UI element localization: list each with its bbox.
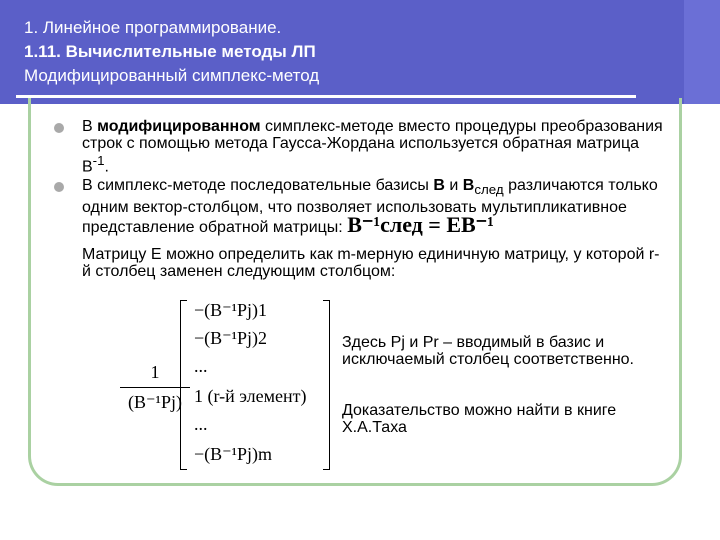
matrix-row: −(B⁻¹Pj)1 bbox=[194, 300, 268, 320]
matrix-row: ... bbox=[194, 414, 208, 434]
matrix-row: ... bbox=[194, 356, 208, 376]
bullet-2-basis-1: В bbox=[433, 177, 445, 195]
formula: B⁻¹след = EB⁻¹ bbox=[347, 211, 494, 237]
slide-header bbox=[0, 0, 720, 104]
matrix-column bbox=[110, 296, 340, 476]
bullet-icon bbox=[54, 182, 64, 192]
matrix-description: Матрицу Е можно определить как m-мерную единичную матрицу, у которой r-й столбец заменен следующим столбцом: bbox=[82, 245, 660, 280]
bullet-1-pre: В bbox=[82, 118, 98, 135]
right-bracket bbox=[323, 300, 330, 470]
bullet-2 bbox=[46, 177, 666, 235]
left-bracket bbox=[180, 300, 187, 470]
bullet-2-text-a: В симплекс-методе последовательные базисы bbox=[82, 177, 434, 195]
title-line-2: 1.11. Вычислительные методы ЛП bbox=[24, 42, 316, 61]
fraction-numerator: 1 bbox=[150, 362, 160, 382]
matrix-bracket bbox=[180, 296, 330, 472]
bullet-2-basis-2: В bbox=[462, 177, 475, 195]
matrix-row: −(B⁻¹Pj)2 bbox=[194, 328, 268, 348]
matrix-row: −(B⁻¹Pj)m bbox=[194, 444, 273, 464]
bullet-icon bbox=[54, 123, 64, 133]
bullet-1-post: симплекс-методе вместо процедуры преобразования строк с помощью метода Гаусса-Жордана используется обратная матрица В bbox=[82, 118, 663, 176]
bullet-1-bold: модифицированном bbox=[97, 118, 261, 135]
bullet-1-end: . bbox=[104, 158, 109, 176]
note-columns: Здесь Рj и Рr – вводимый в базис и исключаемый столбец соответственно. bbox=[342, 334, 634, 368]
matrix-row: 1 (r-й элемент) bbox=[194, 386, 307, 406]
bullet-2-text-b: различаются только одним вектор-столбцом, что позволяет использовать мультипликативное представление обратной матрицы: bbox=[82, 177, 658, 236]
bullet-2-and: и bbox=[444, 177, 463, 195]
title-line-1: 1. Линейное программирование. bbox=[24, 18, 282, 37]
header-tab bbox=[684, 0, 720, 104]
title-line-3: Модифицированный симплекс-метод bbox=[24, 66, 320, 85]
bullet-1 bbox=[46, 118, 666, 175]
bullet-1-sup: -1 bbox=[92, 153, 105, 168]
bullet-2-sub: след bbox=[474, 182, 504, 198]
slide-content bbox=[46, 118, 666, 280]
fraction-denominator: (B⁻¹Pj) bbox=[128, 392, 182, 412]
title-block bbox=[24, 16, 319, 88]
note-reference: Доказательство можно найти в книге Х.А.Таха bbox=[342, 402, 617, 436]
